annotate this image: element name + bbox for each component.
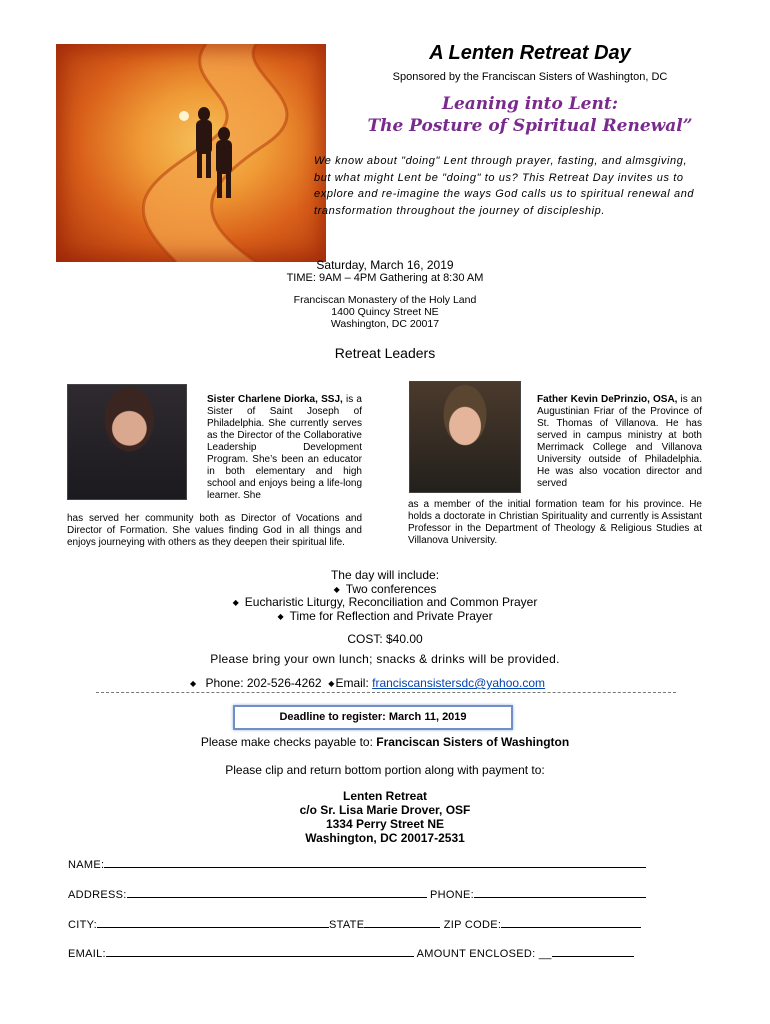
form-row-email bbox=[68, 946, 634, 960]
schedule-item: ◆ Two conferences bbox=[333, 581, 437, 596]
theme-title-line2: The Posture of Spiritual Renewal” bbox=[367, 116, 693, 136]
venue-street: 1400 Quincy Street NE bbox=[331, 306, 439, 318]
venue-city: Washington, DC 20017 bbox=[330, 318, 440, 330]
schedule-item: ◆ Time for Reflection and Private Prayer bbox=[277, 608, 493, 623]
mail-line: Washington, DC 20017-2531 bbox=[305, 831, 465, 845]
leader1-bio-top bbox=[207, 394, 362, 502]
mail-line: 1334 Perry Street NE bbox=[325, 817, 445, 831]
email-label: EMAIL: bbox=[68, 948, 106, 960]
leader2-bio-top bbox=[537, 394, 702, 490]
diamond-bullet-icon: ◆ bbox=[190, 679, 197, 689]
leader1-bio-text: is a Sister of Saint Joseph of Philadelphia. She currently serves as the Director of the Collaborative Leadership Development Program. She’s been an educator in both elementary and high school and enjoys being a life-long learner. She bbox=[207, 394, 362, 501]
page-title: A Lenten Retreat Day bbox=[429, 42, 631, 64]
amount-prefill: __ bbox=[538, 948, 552, 960]
amount-field[interactable] bbox=[552, 946, 634, 957]
leader2-name: Father Kevin DePrinzio, OSA, bbox=[537, 394, 678, 405]
address-field[interactable] bbox=[127, 887, 427, 898]
form-row-name bbox=[68, 857, 646, 871]
contact-email-link[interactable]: franciscansistersdc@yahoo.com bbox=[372, 676, 546, 690]
lunch-note: Please bring your own lunch; snacks & drinks will be provided. bbox=[210, 652, 560, 666]
event-date: Saturday, March 16, 2019 bbox=[316, 258, 454, 272]
mail-line: Lenten Retreat bbox=[342, 789, 428, 803]
theme-title-line1: Leaning into Lent: bbox=[442, 94, 618, 114]
diamond-bullet-icon: ◆ bbox=[333, 584, 340, 594]
form-row-city bbox=[68, 917, 641, 931]
schedule-section bbox=[0, 569, 770, 623]
leaders-heading: Retreat Leaders bbox=[334, 345, 436, 361]
event-time: TIME: 9AM – 4PM Gathering at 8:30 AM bbox=[286, 272, 484, 284]
phone-field[interactable] bbox=[474, 887, 646, 898]
checks-payee: Franciscan Sisters of Washington bbox=[376, 735, 570, 749]
mail-line: c/o Sr. Lisa Marie Drover, OSF bbox=[299, 803, 471, 817]
intro-paragraph: We know about "doing" Lent through prayer, fasting, and almsgiving, but what might Lent be "doing" to us? This Retreat Day invites us to explore and re-imagine the ways God calls us to spiritual renewal and transformation throughout the journey of discipleship. bbox=[314, 155, 695, 217]
leader1-name: Sister Charlene Diorka, SSJ, bbox=[207, 394, 343, 405]
diamond-bullet-icon: ◆ bbox=[232, 598, 239, 608]
clip-divider bbox=[96, 692, 676, 693]
amount-label: AMOUNT ENCLOSED: bbox=[416, 948, 536, 960]
address-label: ADDRESS: bbox=[68, 889, 127, 901]
diamond-bullet-icon: ◆ bbox=[277, 611, 284, 621]
city-field[interactable] bbox=[97, 917, 329, 928]
venue-name: Franciscan Monastery of the Holy Land bbox=[293, 294, 477, 306]
cost: COST: $40.00 bbox=[347, 632, 423, 646]
leader2-bio-bottom: as a member of the initial formation team for his province. He holds a doctorate in Christian Spirituality and currently is Assistant Professor in the Department of Theology & Religious Studies at Villanova University. bbox=[408, 499, 702, 546]
leader2-photo bbox=[409, 381, 521, 493]
schedule-heading: The day will include: bbox=[330, 568, 440, 582]
diamond-bullet-icon: ◆ bbox=[328, 679, 335, 689]
checks-payable bbox=[0, 735, 770, 749]
zip-label: ZIP CODE: bbox=[443, 919, 502, 931]
contact-phone: Phone: 202-526-4262 bbox=[205, 676, 322, 690]
state-label: STATE bbox=[329, 919, 365, 931]
form-row-address bbox=[68, 887, 646, 901]
deadline-box: Deadline to register: March 11, 2019 bbox=[233, 705, 513, 730]
phone-label: PHONE: bbox=[430, 889, 474, 901]
city-label: CITY: bbox=[68, 919, 98, 931]
sponsor-line: Sponsored by the Franciscan Sisters of Washington, DC bbox=[392, 71, 668, 83]
leader1-photo bbox=[67, 384, 187, 500]
email-field[interactable] bbox=[106, 946, 414, 957]
leader2-bio-text: is an Augustinian Friar of the Province of St. Thomas of Villanova. He has served in campus ministry at both Merrimack College and Villanova University outside of Philadelphia. He was also vocation director and served bbox=[537, 394, 702, 489]
clip-instructions: Please clip and return bottom portion along with payment to: bbox=[225, 763, 545, 777]
contact-email-label: Email: bbox=[335, 676, 369, 690]
checks-prefix: Please make checks payable to: bbox=[200, 735, 377, 749]
zip-field[interactable] bbox=[501, 917, 641, 928]
schedule-item: ◆ Eucharistic Liturgy, Reconciliation and Common Prayer bbox=[232, 595, 538, 610]
name-field[interactable] bbox=[104, 857, 646, 868]
state-field[interactable] bbox=[364, 917, 440, 928]
retreat-artwork bbox=[56, 44, 326, 262]
leader1-bio-bottom: has served her community both as Director of Vocations and Director of Formation. She values finding God in all things and enjoys journeying with others as they deepen their spiritual life. bbox=[67, 513, 362, 548]
contact-line bbox=[190, 676, 545, 690]
name-label: NAME: bbox=[68, 859, 105, 871]
